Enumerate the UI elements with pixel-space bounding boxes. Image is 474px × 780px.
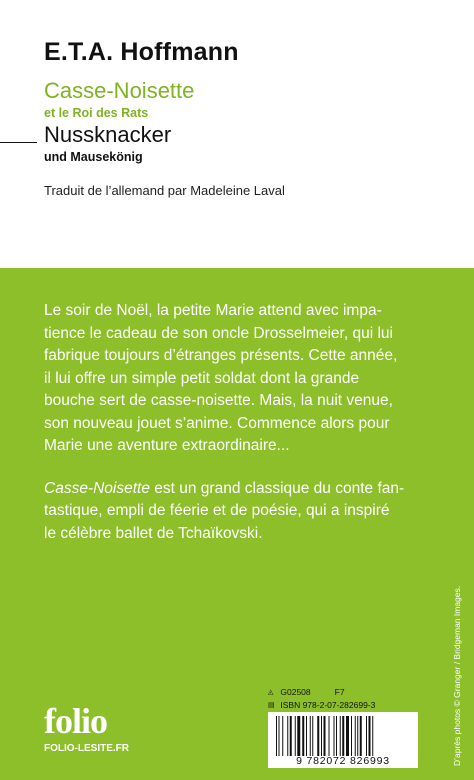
barcode	[268, 712, 418, 768]
barcode-bar	[342, 716, 344, 756]
price-category: F7	[334, 687, 345, 697]
publisher-logo: folio	[44, 701, 107, 741]
barcode-bar	[290, 716, 292, 756]
header-panel	[0, 0, 474, 268]
barcode-bars	[274, 716, 412, 756]
blurb-line: fabrique toujours d’étranges présents. Cette année,	[44, 347, 398, 364]
barcode-bar	[355, 716, 356, 756]
blurb-line: le célèbre ballet de Tchaïkovski.	[44, 524, 263, 542]
barcode-bar	[329, 716, 330, 756]
blurb-line: tience le cadeau de son oncle Drosselmeier, qui lui	[44, 324, 393, 342]
barcode-bar	[279, 716, 280, 756]
blurb-line: bouche sert de casse-noisette. Mais, la nuit venue,	[44, 392, 393, 409]
blurb-line: Marie une aventure extraordinaire...	[44, 437, 290, 454]
barcode-bar	[317, 716, 319, 756]
barcode-bar	[366, 716, 367, 756]
barcode-bar	[297, 716, 300, 756]
blurb-line: tastique, empli de féerie et de poésie, qui a inspiré	[44, 502, 390, 519]
barcode-bar	[372, 716, 373, 756]
isbn: ISBN 978-2-07-282699-3	[280, 699, 376, 710]
barcode-bar	[351, 716, 352, 756]
barcode-bar	[287, 716, 288, 756]
barcode-bar	[310, 716, 311, 756]
barcode-bar	[334, 716, 335, 756]
product-code: G02508	[280, 687, 311, 697]
subtitle-german: und Mausekönig	[44, 150, 143, 164]
barcode-bar	[295, 716, 296, 756]
barcode-bar	[276, 716, 277, 756]
subtitle-french: et le Roi des Rats	[44, 106, 149, 120]
barcode-bar	[321, 716, 322, 756]
barcode-bar	[302, 716, 304, 756]
barcode-bar	[336, 716, 337, 756]
barcode-bar	[346, 716, 349, 756]
barcode-bar	[357, 716, 358, 756]
blurb-line: il lui offre un simple petit soldat dont la grande	[44, 369, 360, 387]
book-icon: ▤	[268, 701, 275, 709]
barcode-bar	[306, 716, 307, 756]
barcode-bar	[369, 716, 371, 756]
photo-credit: D’après photos © Granger / Bridgeman Images.	[452, 585, 462, 766]
blurb-line: son nouveau jouet s’anime. Commence alors pour	[44, 414, 390, 432]
translator-credit: Traduit de l’allemand par Madeleine Laval	[44, 183, 285, 198]
blurb-line: est un grand classique du conte fan-	[149, 479, 405, 497]
product-codes	[268, 686, 375, 712]
back-cover-blurb	[44, 300, 424, 565]
barcode-bar	[312, 716, 313, 756]
blurb-paragraph-1	[44, 300, 424, 458]
publisher-website: FOLIO-LESITE.FR	[44, 743, 129, 754]
title-french: Casse-Noisette	[44, 78, 195, 103]
barcode-bar	[340, 716, 341, 756]
barcode-bar	[360, 716, 362, 756]
blurb-paragraph-2	[44, 478, 424, 546]
barcode-bar	[324, 716, 326, 756]
blurb-title-italic: Casse-Noisette	[44, 479, 150, 497]
triangle-icon: ◬	[268, 688, 274, 696]
title-german: Nussknacker	[44, 122, 172, 147]
author-name: E.T.A. Hoffmann	[44, 38, 239, 66]
blurb-line: Le soir de Noël, la petite Marie attend avec impa-	[44, 302, 382, 319]
barcode-bar	[282, 716, 283, 756]
divider-rule	[0, 142, 37, 143]
barcode-digits: 9 782072 826993	[296, 755, 390, 767]
